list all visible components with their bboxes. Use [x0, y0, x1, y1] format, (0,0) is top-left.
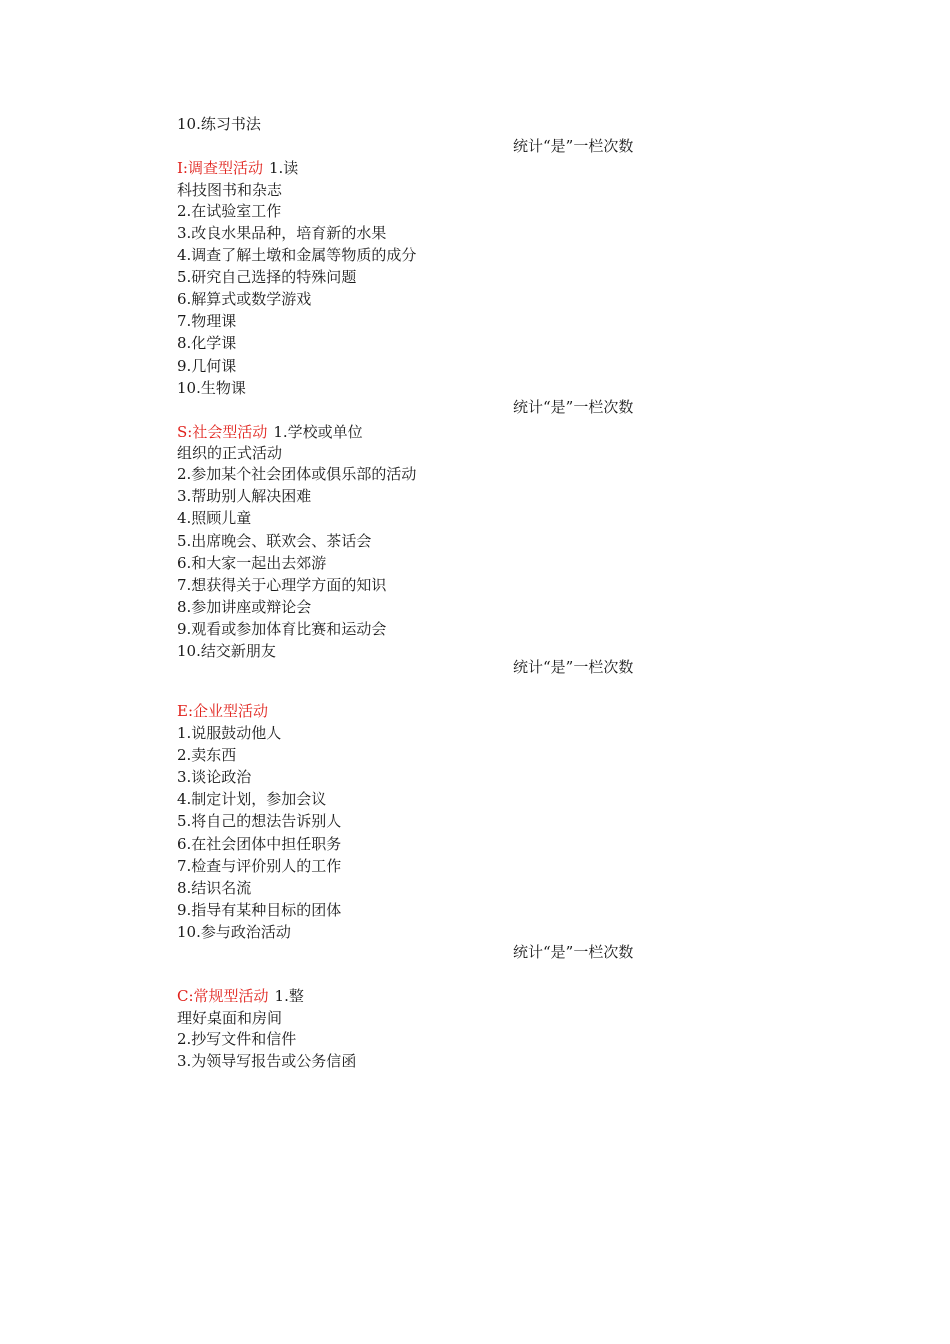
section-e-item: 6.在社会团体中担任职务	[177, 835, 342, 853]
section-i-heading: I:调查型活动	[177, 159, 263, 177]
section-i-item-1-rest: 科技图书和杂志	[177, 181, 283, 199]
section-e-item: 9.指导有某种目标的团体	[177, 901, 342, 919]
section-i-heading-line	[177, 158, 298, 178]
section-i-item: 7.物理课	[177, 312, 237, 330]
section-e-item: 8.结识名流	[177, 879, 252, 897]
section-c-item-1-start: 1.整	[274, 987, 304, 1005]
section-c-item: 2.抄写文件和信件	[177, 1030, 297, 1048]
section-e-item: 2.卖东西	[177, 746, 237, 764]
section-i-item: 4.调查了解土墩和金属等物质的成分	[177, 246, 417, 264]
section-c-item-1-rest: 理好桌面和房间	[177, 1009, 283, 1027]
section-e-item: 7.检查与评价别人的工作	[177, 857, 342, 875]
section-s-item: 7.想获得关于心理学方面的知识	[177, 576, 387, 594]
section-s-item: 2.参加某个社会团体或俱乐部的活动	[177, 465, 417, 483]
section-e-item: 4.制定计划，参加会议	[177, 790, 327, 808]
tally-label-i: 统计“是”一栏次数	[513, 398, 634, 416]
section-s-heading: S:社会型活动	[177, 423, 268, 441]
section-e-item: 5.将自己的想法告诉别人	[177, 812, 342, 830]
section-i-item: 10.生物课	[177, 379, 246, 397]
section-s-item: 3.帮助别人解决困难	[177, 487, 312, 505]
section-e-heading: E:企业型活动	[177, 702, 269, 720]
section-s-item: 8.参加讲座或辩论会	[177, 598, 312, 616]
tally-label-s: 统计“是”一栏次数	[513, 658, 634, 676]
section-s-item: 5.出席晚会、联欢会、茶话会	[177, 532, 372, 550]
section-i-item: 6.解算式或数学游戏	[177, 290, 312, 308]
section-i-item: 3.改良水果品种，培育新的水果	[177, 224, 387, 242]
section-s-item: 6.和大家一起出去郊游	[177, 554, 327, 572]
tally-label-e: 统计“是”一栏次数	[513, 943, 634, 961]
section-s-item: 9.观看或参加体育比赛和运动会	[177, 620, 387, 638]
tally-label-r: 统计“是”一栏次数	[513, 137, 634, 155]
section-c-item: 3.为领导写报告或公务信函	[177, 1052, 357, 1070]
section-e-item: 3.谈论政治	[177, 768, 252, 786]
section-s-item: 10.结交新朋友	[177, 642, 276, 660]
section-s-item-1-rest: 组织的正式活动	[177, 444, 283, 462]
section-c-heading: C:常规型活动	[177, 987, 269, 1005]
section-i-item: 2.在试验室工作	[177, 202, 282, 220]
section-i-item-1-start: 1.读	[268, 159, 299, 177]
section-i-item: 8.化学课	[177, 334, 237, 352]
prev-item-10: 10.练习书法	[177, 115, 261, 133]
section-c-heading-line	[177, 986, 304, 1006]
section-e-item: 10.参与政治活动	[177, 923, 291, 941]
section-s-item: 4.照顾儿童	[177, 509, 252, 527]
section-s-heading-line	[177, 422, 363, 442]
section-i-item: 5.研究自己选择的特殊问题	[177, 268, 357, 286]
section-s-item-1-start: 1.学校或单位	[273, 423, 363, 441]
section-e-item: 1.说服鼓动他人	[177, 724, 282, 742]
section-i-item: 9.几何课	[177, 357, 237, 375]
